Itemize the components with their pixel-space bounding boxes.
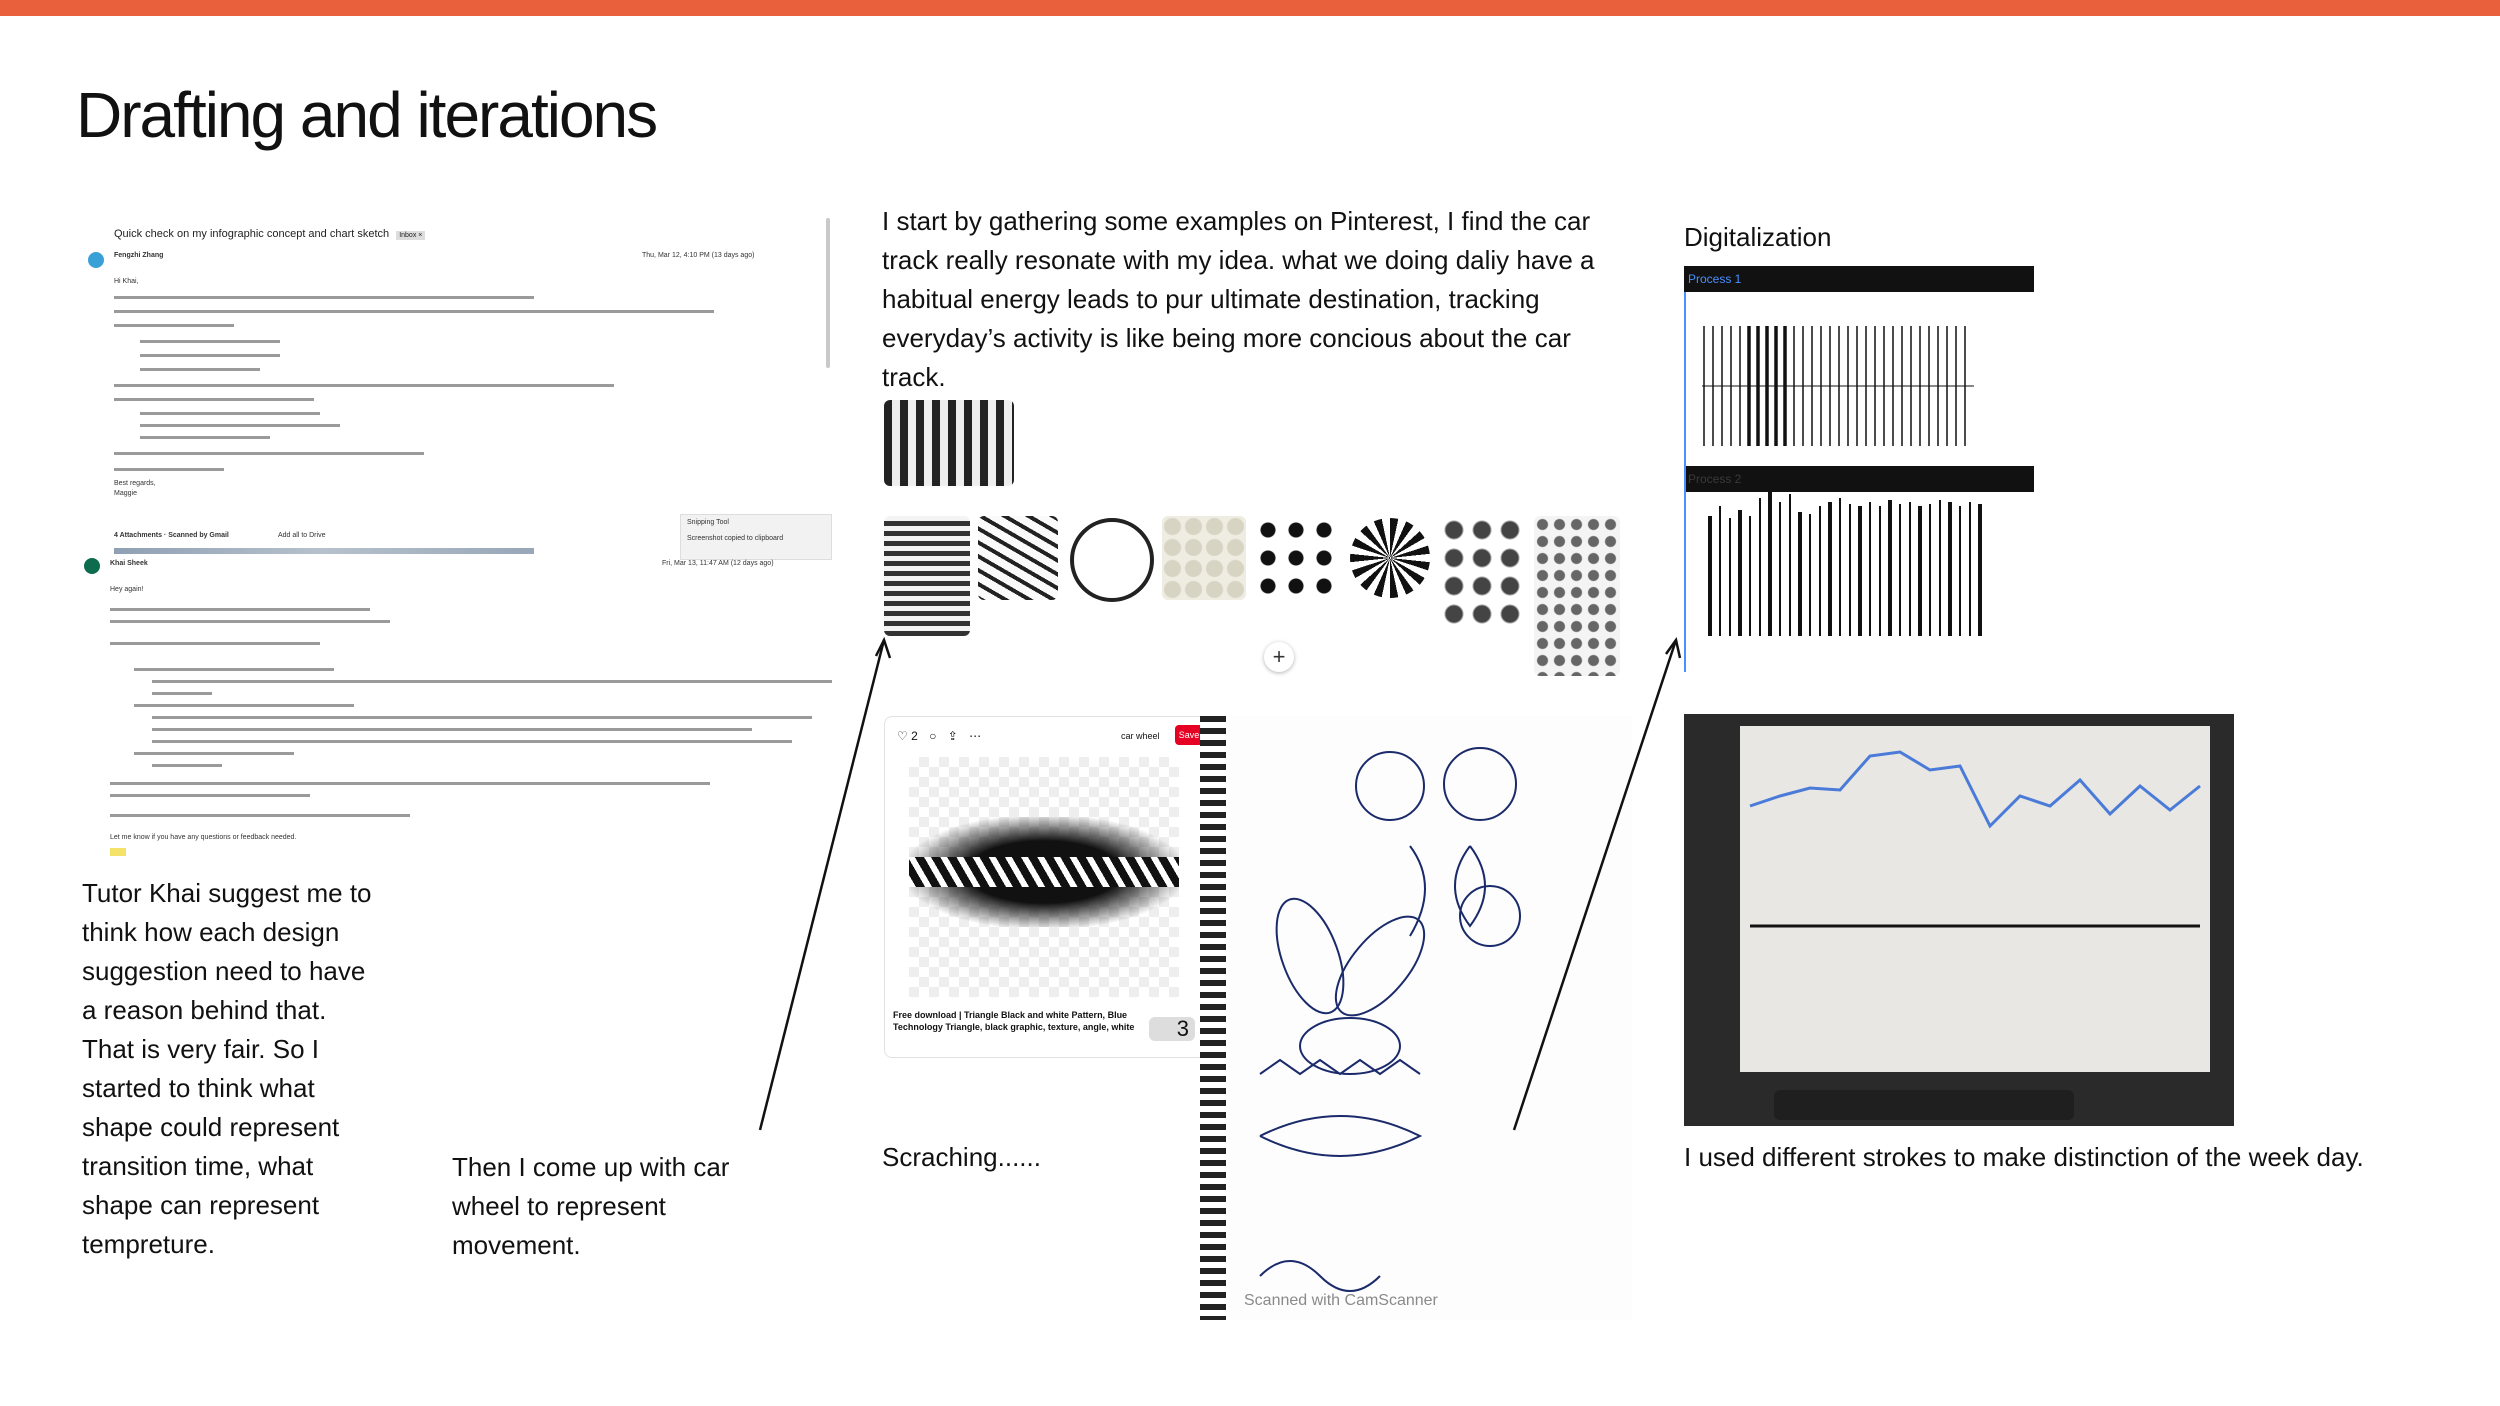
attachment-thumbnails [114, 548, 534, 554]
sketch-badge [1460, 886, 1520, 946]
reply-greeting: Hey again! [110, 586, 144, 593]
tutor-avatar [84, 558, 100, 574]
stroke-patterns [1684, 266, 2034, 676]
email-scrollbar [826, 218, 830, 368]
monitor-photo [1684, 714, 2234, 1126]
sketch-petal-2 [1320, 902, 1440, 1030]
rim-catalog-swatch[interactable] [1534, 516, 1620, 676]
car-wheel-note: Then I come up with car wheel to represent movement. [452, 1152, 730, 1260]
pinterest-note: I start by gathering some examples on Pinterest, I find the car track really resonate with my idea. what we doing daliy have a habitual energy leads to pur ultimate destination, tracking everyday’s activity is like being more concious about the car track. [882, 206, 1595, 392]
add-pin-button[interactable]: + [1264, 642, 1294, 672]
sketch-track [1260, 1116, 1420, 1156]
hubcap-grid-swatch[interactable] [1162, 516, 1246, 600]
email-screenshot [82, 218, 834, 866]
infographic-draft [1740, 726, 2210, 1072]
sketch-wheel-face [1356, 752, 1424, 820]
wheel-grid-swatch[interactable] [1254, 516, 1338, 600]
inbox-badge: Inbox × [396, 231, 425, 240]
page-number-badge: 3 [1149, 1017, 1195, 1041]
swirl-swatch[interactable] [978, 516, 1058, 600]
tutor-note: Tutor Khai suggest me to think how each design suggestion need to have a reason behind that. That is very fair. So I started to think what shape could represent transition time, what shape can represent tempreture. [82, 878, 372, 1259]
scanned-watermark: Scanned with CamScanner [1244, 1292, 1438, 1309]
pin-caption: Free download | Triangle Black and white Pattern, Blue Technology Triangle, black graphic, texture, angle, white [893, 1010, 1135, 1032]
tutor-name: Khai Sheek [110, 560, 148, 567]
figma-canvas [1740, 726, 2210, 1072]
rim-grid-swatch[interactable] [1440, 516, 1524, 628]
sketch-zigzag [1260, 1060, 1420, 1074]
sunburst-wheel-swatch[interactable] [1350, 518, 1430, 598]
temperature-line [1750, 752, 2200, 826]
board-select[interactable]: car wheel [1121, 731, 1160, 741]
email-signoff: Best regards, [114, 480, 156, 487]
share-icon[interactable]: ⇪ [947, 729, 958, 743]
sender-avatar [88, 252, 104, 268]
figma-toolbar[interactable] [1774, 1090, 2074, 1120]
notebook-sketch [1200, 716, 1632, 1320]
accent-top-bar [0, 0, 2500, 16]
save-pin-button[interactable]: Save [1175, 725, 1203, 745]
add-to-drive-link[interactable]: Add all to Drive [278, 532, 326, 539]
snipping-notification: Snipping Tool Screenshot copied to clipboard [680, 514, 832, 560]
spoke-wheel-swatch[interactable] [1070, 518, 1154, 602]
sketch-wheel-gear [1444, 748, 1516, 820]
attachments-label: 4 Attachments · Scanned by Gmail [114, 532, 229, 539]
email-signature: Maggie [114, 490, 137, 497]
more-icon[interactable]: ⋯ [969, 729, 982, 743]
pinterest-card [884, 716, 1206, 1058]
sketch-drawings [1200, 716, 1632, 1320]
tutor-date: Fri, Mar 13, 11:47 AM (12 days ago) [662, 560, 774, 567]
process-2-frame-label[interactable]: Process 2 [1684, 466, 2034, 492]
process-1-frame-label[interactable]: Process 1 [1684, 266, 2034, 292]
email-greeting: Hi Khai, [114, 278, 139, 285]
strokes-note: I used different strokes to make distinction of the week day. [1684, 1142, 2364, 1172]
comment-icon[interactable]: ○ [929, 729, 937, 743]
like-count: 2 [911, 729, 918, 743]
sender-date: Thu, Mar 12, 4:10 PM (13 days ago) [642, 252, 755, 259]
pin-image[interactable] [909, 757, 1179, 997]
reply-closing: Let me know if you have any questions or feedback needed. [110, 834, 297, 841]
digital-process-frames [1684, 266, 2034, 676]
sketch-leaf [1410, 846, 1425, 936]
sketch-squiggle [1260, 1261, 1380, 1291]
sketch-petal-3 [1300, 1018, 1400, 1074]
sender-name: Fengzhi Zhang [114, 252, 164, 259]
highlight-mark [110, 848, 126, 856]
email-subject: Quick check on my infographic concept and chart sketch [114, 228, 390, 240]
tire-track-swatch[interactable] [884, 516, 970, 636]
scratching-label: Scraching...... [882, 1142, 1041, 1172]
heart-icon[interactable]: ♡ [897, 729, 908, 743]
arrow-2-head [1666, 640, 1680, 658]
tire-print-swatch[interactable] [884, 400, 1014, 486]
digitalization-label: Digitalization [1684, 222, 1832, 252]
slide-title: Drafting and iterations [76, 79, 657, 151]
sketch-petal-1 [1263, 890, 1357, 1022]
pinterest-swatches [884, 396, 1624, 686]
